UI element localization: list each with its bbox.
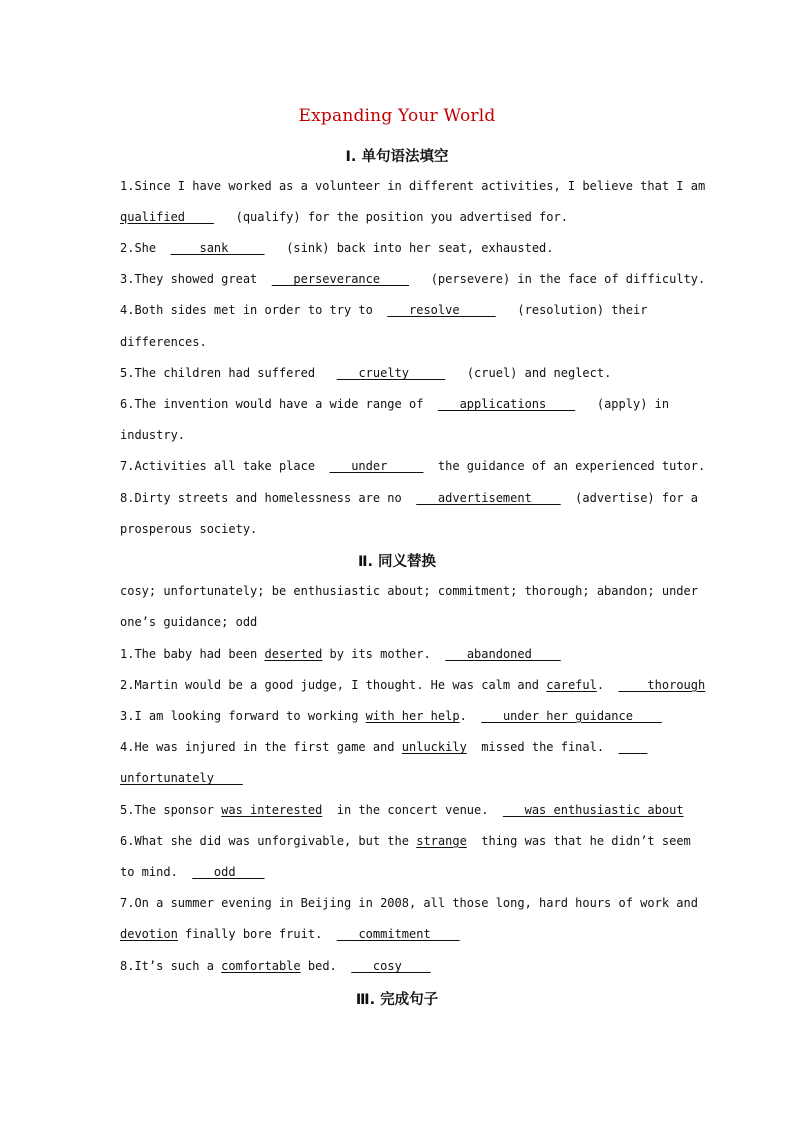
- s1-q3-hint: (persevere) in the face of difficulty.: [430, 272, 706, 286]
- s2-q2-target: careful: [546, 678, 597, 692]
- s1-q4-answer: resolve: [387, 303, 496, 317]
- s1-q7-answer: under: [329, 459, 424, 473]
- s2-q8-answer: cosy: [351, 959, 431, 973]
- s1-q7: [120, 458, 706, 474]
- s2-q7-line1: 7.On a summer evening in Beijing in 2008, all those long, hard hours of work and: [120, 896, 698, 910]
- s2-q6-rest: thing was that he didn’t seem: [481, 834, 691, 848]
- s2-q6-rest-2: to mind.: [120, 865, 178, 879]
- s2-q6-target: strange: [416, 834, 467, 848]
- s1-q8-hint: (advertise) for a: [575, 491, 698, 505]
- s1-q5-hint: (cruel) and neglect.: [466, 366, 612, 380]
- section-2-heading: Ⅱ. 同义替换: [357, 554, 437, 570]
- s1-q5-answer: cruelty: [336, 366, 446, 380]
- s2-q7-target: devotion: [120, 927, 178, 941]
- s1-q7-stem: 7.Activities all take place: [120, 459, 316, 473]
- s2-q4-line2: [120, 770, 674, 786]
- s1-q5: [120, 365, 674, 381]
- s1-q2-hint: (sink) back into her seat, exhausted.: [286, 241, 554, 255]
- s1-q4-stem: 4.Both sides met in order to try to: [120, 303, 373, 317]
- s1-q6-line2: industry.: [120, 428, 186, 442]
- s2-q1-answer: abandoned: [445, 647, 561, 661]
- s2-word-bank-line2: one’s guidance; odd: [120, 615, 258, 629]
- s1-q4-line1: [120, 302, 674, 318]
- s2-word-bank-line1: cosy; unfortunately; be enthusiastic about; commitment; thorough; abandon; under: [120, 584, 698, 598]
- s2-q5-stem: 5.The sponsor: [120, 803, 214, 817]
- s2-q4-answer: unfortunately: [120, 771, 243, 785]
- s2-q6-line2: [120, 864, 674, 880]
- s1-q3: [120, 271, 706, 287]
- s2-q5-target: was interested: [221, 803, 323, 817]
- section-1-heading: Ⅰ. 单句语法填空: [345, 149, 449, 165]
- s1-q6-hint: (apply) in: [596, 397, 670, 411]
- s2-q4-target: unluckily: [401, 740, 467, 754]
- s1-q1-answer: qualified: [120, 210, 214, 224]
- s1-q8-line1: [120, 490, 698, 506]
- s2-q2-rest: .: [596, 678, 605, 692]
- s2-q3-stem: 3.I am looking forward to working: [120, 709, 359, 723]
- s2-q4-line1: [120, 739, 674, 755]
- s2-q7-answer: commitment: [336, 927, 460, 941]
- s2-q8: [120, 958, 674, 974]
- s2-q5-answer: was enthusiastic about: [502, 803, 684, 817]
- s2-q6-line1: [120, 833, 691, 849]
- s2-q5: [120, 802, 684, 818]
- s2-q2-answer: thorough: [618, 678, 706, 692]
- s2-q1: [120, 646, 674, 662]
- s2-q1-rest: by its mother.: [329, 647, 431, 661]
- s2-q6-stem: 6.What she did was unforgivable, but the: [120, 834, 409, 848]
- s2-q1-stem: 1.The baby had been: [120, 647, 258, 661]
- s1-q2-answer: sank: [170, 241, 265, 255]
- s1-q8-line2: prosperous society.: [120, 522, 258, 536]
- s2-q3-rest: .: [459, 709, 467, 723]
- s2-q4-rest: missed the final.: [481, 740, 605, 754]
- s1-q1-hint: (qualify) for the position you advertised for.: [235, 210, 568, 224]
- s1-q3-answer: perseverance: [271, 272, 410, 286]
- s1-q8-stem: 8.Dirty streets and homelessness are no: [120, 491, 402, 505]
- s1-q6-line1: [120, 396, 674, 412]
- s1-q8-answer: advertisement: [416, 491, 561, 505]
- s1-q4-line2: differences.: [120, 335, 207, 349]
- s1-q3-stem: 3.They showed great: [120, 272, 258, 286]
- s1-q2-stem: 2.She: [120, 241, 157, 255]
- s2-q2: [120, 677, 706, 693]
- s2-q8-rest: bed.: [307, 959, 337, 973]
- s2-q5-rest: in the concert venue.: [336, 803, 489, 817]
- s2-q3-target: with her help: [365, 709, 460, 723]
- s1-q5-stem: 5.The children had suffered: [120, 366, 316, 380]
- s1-q1-line2: [120, 209, 674, 225]
- s1-q1-line1: 1.Since I have worked as a volunteer in different activities, I believe that I am: [120, 179, 706, 193]
- s1-q4-hint: (resolution) their: [517, 303, 648, 317]
- s2-q3: [120, 708, 674, 724]
- s2-q6-answer: odd: [192, 865, 265, 879]
- s2-q7-line2: [120, 926, 674, 942]
- s1-q6-stem: 6.The invention would have a wide range of: [120, 397, 424, 411]
- section-3-heading: Ⅲ. 完成句子: [355, 992, 439, 1008]
- s2-q2-stem: 2.Martin would be a good judge, I thought. He was calm and: [120, 678, 540, 692]
- s2-q4-stem: 4.He was injured in the first game and: [120, 740, 395, 754]
- s1-q6-answer: applications: [437, 397, 576, 411]
- s1-q7-hint: the guidance of an experienced tutor.: [437, 459, 706, 473]
- s2-q1-target: deserted: [264, 647, 323, 661]
- page-title: Expanding Your World: [298, 106, 496, 126]
- s1-q2: [120, 240, 674, 256]
- s2-q7-rest: finally bore fruit.: [185, 927, 323, 941]
- s2-q8-target: comfortable: [221, 959, 301, 973]
- s2-q3-answer: under her guidance: [481, 709, 662, 723]
- s2-q8-stem: 8.It’s such a: [120, 959, 214, 973]
- s2-q4-answer-start: [619, 740, 648, 754]
